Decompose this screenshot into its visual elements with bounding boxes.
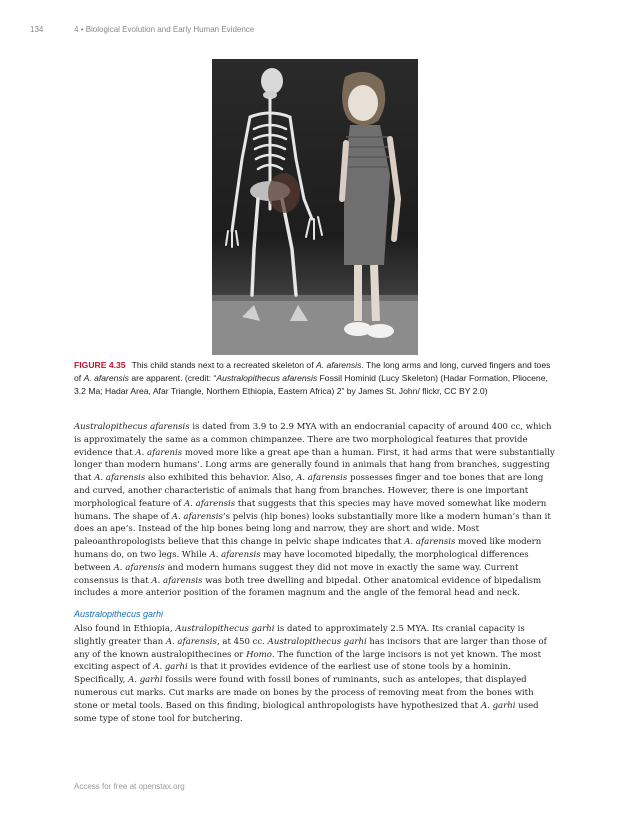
chapter-title: 4 • Biological Evolution and Early Human Evidence	[74, 25, 255, 34]
paragraph-afarensis: Australopithecus afarensis is dated from 3.9 to 2.9 MYA with an endocranial capacity of around 400 cc, which is approximately the same as a common chimpanzee. There are two morphological features that provide evidence that A. afarenis moved more like a great ape than a human. First, it had arms that were substantially longer than modern humans’. Long arms are generally found in animals that hang from branches, suggesting that A. afarensis also exhibited this behavior. Also, A. afarensis possesses finger and toe bones that are long and curved, another characteristic of animals that hang from branches. However, there is one important morphological feature of A. afarensis that suggests that this species may have moved somewhat like modern humans. The shape of A. afarensis’s pelvis (hip bones) looks substantially more like a modern human’s than it does an ape’s. Instead of the hip bones being long and narrow, they are short and wide. Most paleoanthropologists believe that this change in pelvic shape indicates that A. afarensis moved like modern humans do, on two legs. While A. afarensis may have locomoted bipedally, the morphological differences between A. afarensis and modern humans suggest they did not move in exactly the same way. Current consensus is that A. afarensis was both tree dwelling and bipedal. Other anatomical evidence of bipedalism includes a more anterior position of the foramen magnum and the angle of the femoral head and neck.	[74, 422, 555, 599]
paragraph-garhi: Also found in Ethiopia, Australopithecus garhi is dated to approximately 2.5 MYA. Its cranial capacity is slightly greater than A. afarensis, at 450 cc. Australopithecus garhi has incisors that are larger than those of any of the known australopithecines or Homo. The function of the large incisors is not yet known. The most exciting aspect of A. garhi is that it provides evidence of the earliest use of stone tools by a hominin. Specifically, A. garhi fossils were found with fossil bones of ruminants, such as antelopes, that displayed numerous cut marks. Cut marks are made on bones by the process of removing meat from the bones with stone or metal tools. Based on this finding, biological anthropologists have hypothesized that A. garhi used some type of stone tool for butchering.	[74, 624, 547, 724]
figure-caption	[74, 359, 558, 399]
section-heading-garhi: Australopithecus garhi	[74, 609, 164, 619]
skeleton-and-child-illustration	[212, 59, 418, 355]
figure-photo	[212, 59, 418, 355]
caption-text: This child stands next to a recreated skeleton of A. afarensis. The long arms and long, curved fingers and toes of A. afarensis are apparent. (credit: “Australopithecus afarensis Fossil Hominid (Lucy Skeleton) (Hadar Formation, Pliocene, 3.2 Ma; Hadar Area, Afar Triangle, Northern Ethiopia, Eastern Africa) 2” by James St. John/ flickr, CC BY 2.0)	[74, 360, 551, 397]
page-footer: Access for free at openstax.org	[74, 782, 185, 791]
page-number: 134	[30, 25, 44, 34]
figure-label: FIGURE 4.35	[74, 360, 126, 370]
